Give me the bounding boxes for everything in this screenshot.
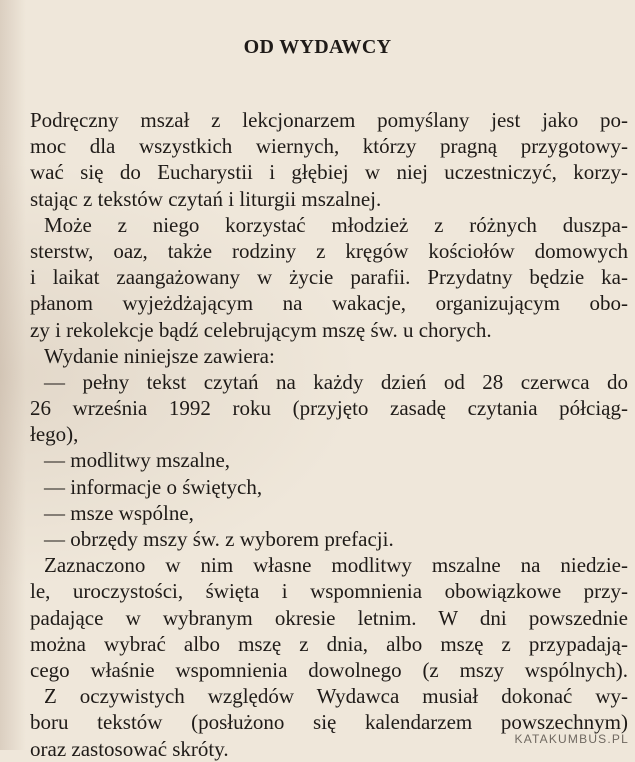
text-line: — obrzędy mszy św. z wyborem prefacji.	[44, 527, 394, 551]
text-line: Wydanie niniejsze zawiera:	[44, 343, 275, 368]
text-line: le, uroczystości, święta i wspomnienia obowiązkowe przy-	[30, 579, 628, 604]
text-line: padające w wybranym okresie letnim. W dni powszednie	[30, 605, 628, 630]
text-line: boru tekstów (posłużono się kalendarzem powszechnym)	[30, 710, 628, 735]
text-line: — pełny tekst czytań na każdy dzień od 28 czerwca do	[44, 369, 628, 394]
text-line: Zaznaczono w nim własne modlitwy mszalne na niedzie-	[44, 553, 628, 578]
text-line: zy i rekolekcje bądź celebrującym mszę św. u chorych.	[30, 317, 492, 342]
text-line: oraz zastosować skróty.	[30, 736, 229, 761]
text-line: Z oczywistych względów Wydawca musiał dokonać wy-	[44, 684, 628, 709]
text-line: moc dla wszystkich wiernych, którzy pragną przygotowy-	[30, 134, 628, 159]
text-line: można wybrać albo mszę z dnia, albo mszę z przypadają-	[30, 631, 628, 656]
site-watermark: KATAKUMBUS.PL	[514, 732, 629, 746]
text-line: stając z tekstów czytań i liturgii mszalnej.	[30, 186, 382, 211]
text-line: — modlitwy mszalne,	[44, 448, 231, 473]
text-line: sterstw, oaz, także rodziny z kręgów kościołów domowych	[30, 238, 628, 263]
page-title: OD WYDAWCY	[243, 36, 392, 58]
text-line: cego właśnie wspomnienia dowolnego (z mszy wspólnych).	[30, 657, 628, 682]
text-line: — msze wspólne,	[44, 500, 194, 525]
text-line: i laikat zaangażowany w życie parafii. Przydatny będzie ka-	[30, 265, 628, 290]
text-line: łego),	[30, 422, 79, 447]
text-line: — informacje o świętych,	[44, 474, 263, 499]
text-line: wać się do Eucharystii i głębiej w niej uczestniczyć, korzy-	[30, 160, 628, 185]
text-line: 26 września 1992 roku (przyjęto zasadę czytania półciąg-	[30, 396, 628, 421]
text-line: Podręczny mszał z lekcjonarzem pomyślany jest jako po-	[30, 108, 628, 132]
text-line: płanom wyjeżdżającym na wakacje, organizującym obo-	[30, 291, 628, 316]
body-text	[30, 107, 628, 762]
text-line: Może z niego korzystać młodzież z różnych duszpa-	[44, 212, 628, 237]
